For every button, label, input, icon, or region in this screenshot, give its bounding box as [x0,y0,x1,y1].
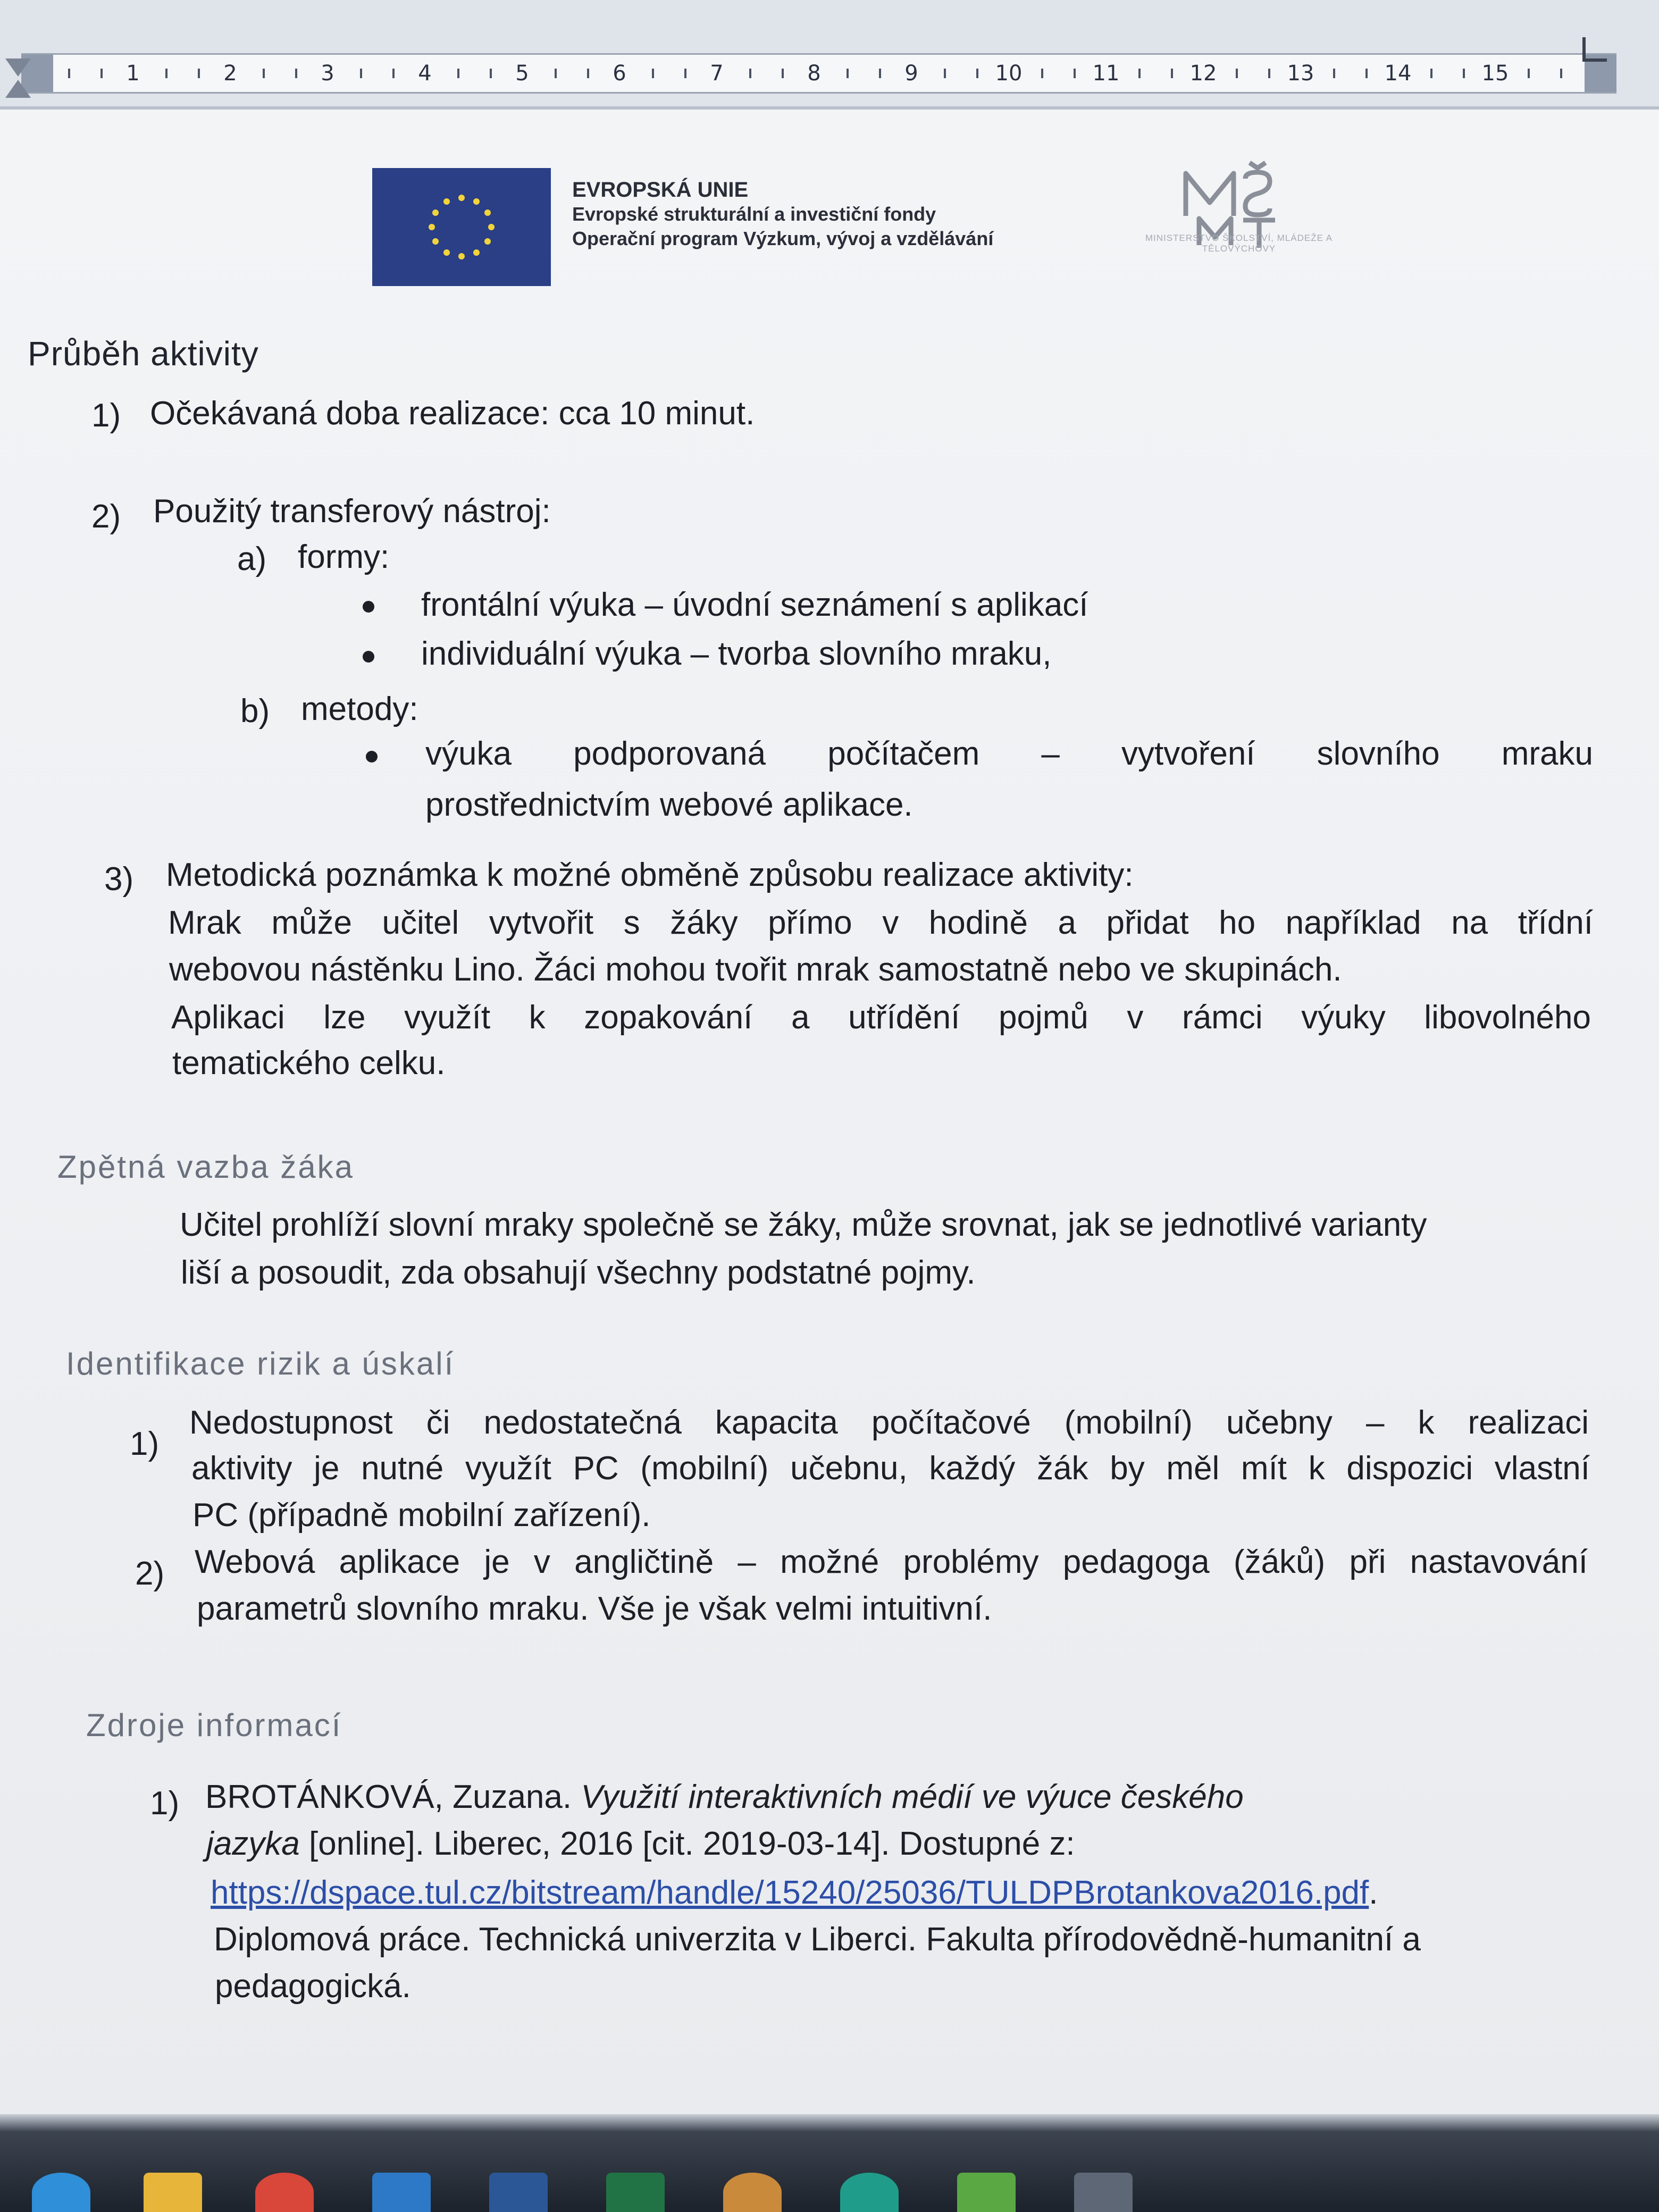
ruler-number: 10 [995,61,1023,86]
ruler-tick [1365,69,1368,78]
ruler-number: 2 [223,61,237,86]
ruler-tick [360,69,362,78]
bullet-text-continuation: prostřednictvím webové aplikace. [425,786,913,823]
paragraph-line: webovou nástěnku Lino. Žáci mohou tvořit mrak samostatně nebo ve skupinách. [169,951,1342,988]
editor-icon[interactable] [957,2173,1016,2212]
ruler-number: 14 [1384,61,1412,86]
ruler-tick [652,69,654,78]
ruler-number: 4 [418,61,432,86]
mail-icon[interactable] [372,2173,431,2212]
ruler-tick [587,69,589,78]
list-item-text: Nedostupnost či nedostatečná kapacita počítačové (mobilní) učebny – k realizaci [189,1404,1589,1441]
eu-program-name: Operační program Výzkum, vývoj a vzdělávání [572,228,994,249]
bullet [363,651,374,663]
file-explorer-icon[interactable] [144,2173,202,2212]
ruler-tick [555,69,557,78]
paragraph-line: Učitel prohlíží slovní mraky společně se žáky, může srovnat, jak se jednotlivé varianty [180,1206,1427,1243]
ruler-tick [1236,69,1238,78]
list-item-text: Webová aplikace je v angličtině – možné problémy pedagoga (žáků) při nastavování [195,1544,1588,1580]
eu-funds-text: Evropské strukturální a investiční fondy [572,203,936,225]
list-item-text: Použitý transferový nástroj: [153,493,551,530]
app-icon[interactable] [723,2173,782,2212]
sublist-text: formy: [298,539,390,575]
paragraph-line: Mrak může učitel vytvořit s žáky přímo v hodině a přidat ho například na třídní [168,904,1593,941]
ruler-tick [1463,69,1465,78]
ruler-number: 11 [1092,61,1120,86]
sublist-label: b) [240,693,270,730]
list-item-text: aktivity je nutné využít PC (mobilní) učebnu, každý žák by měl mít k dispozici vlastní [191,1450,1590,1487]
excel-icon[interactable] [606,2173,665,2212]
bullet-text: výuka podporovaná počítačem – vytvoření slovního mraku [425,735,1593,772]
ruler-number: 15 [1481,61,1509,86]
bullet-text: individuální výuka – tvorba slovního mraku, [421,635,1052,672]
ruler-tick [684,69,686,78]
eu-program-text [572,178,993,251]
ruler-tick [944,69,946,78]
chrome-icon[interactable] [255,2173,314,2212]
ruler-number: 3 [321,61,334,86]
reference-details: [online]. Liberec, 2016 [cit. 2019-03-14]. Dostupné z: [299,1825,1075,1862]
list-number: 1) [130,1426,160,1462]
ruler-tick [1171,69,1173,78]
paragraph-line: liší a posoudit, zda obsahují všechny podstatné pojmy. [181,1254,976,1291]
ruler-number: 12 [1189,61,1217,86]
reference-author: BROTÁNKOVÁ, Zuzana. [205,1779,581,1815]
reference-line: Diplomová práce. Technická univerzita v Liberci. Fakulta přírodovědně-humanitní a [214,1921,1421,1958]
ruler-tick [976,69,978,78]
list-item-text: Očekávaná doba realizace: cca 10 minut. [150,395,755,432]
list-item-text: Metodická poznámka k možné obměně způsobu realizace aktivity: [166,857,1134,893]
document-page[interactable] [0,110,1659,2114]
ruler-number: 6 [613,61,626,86]
reference-title: Využití interaktivních médií ve výuce českého [581,1779,1244,1815]
ruler-tick [1430,69,1432,78]
reference-title-cont: jazyka [206,1825,300,1862]
ruler-tick [392,69,395,78]
sublist-label: a) [237,541,267,577]
list-number: 3) [104,861,134,898]
word-icon[interactable] [489,2173,548,2212]
msmt-caption: MINISTERSTVO ŠKOLSTVÍ, MLÁDEŽE A TĚLOVÝCHOVY [1145,233,1333,254]
heading-prubeh-aktivity: Průběh aktivity [28,334,259,373]
ruler-number: 8 [807,61,821,86]
heading-zpetna-vazba: Zpětná vazba žáka [57,1149,354,1185]
ruler-tick [1528,69,1530,78]
list-number: 2) [91,498,121,535]
ruler-tick [457,69,459,78]
ruler-track[interactable] [21,53,1616,94]
heading-identifikace-rizik: Identifikace rizik a úskalí [66,1346,455,1381]
reference-line [206,1825,1075,1863]
first-line-indent-marker[interactable] [5,58,31,77]
ruler-number: 1 [126,61,140,86]
reference-link-end: . [1369,1874,1378,1911]
ruler-tick [1074,69,1076,78]
edge-icon[interactable] [32,2173,90,2212]
eu-title: EVROPSKÁ UNIE [572,178,749,202]
ruler-tick [1560,69,1562,78]
eu-flag-logo [372,168,551,286]
list-number: 2) [135,1555,165,1592]
horizontal-ruler[interactable] [0,0,1659,110]
bullet [366,751,378,763]
ruler-tick [295,69,297,78]
calculator-icon[interactable] [1074,2173,1133,2212]
msmt-logo [1106,152,1361,274]
list-item-text: PC (případně mobilní zařízení). [192,1497,651,1534]
bullet-text: frontální výuka – úvodní seznámení s aplikací [421,586,1088,623]
list-number: 1) [91,397,121,434]
bullet [363,601,374,613]
ruler-tick [1268,69,1270,78]
ruler-tick [263,69,265,78]
ruler-tick [1138,69,1141,78]
ruler-number: 7 [710,61,724,86]
paragraph-line: tematického celku. [172,1045,446,1082]
reference-link[interactable]: https://dspace.tul.cz/bitstream/handle/15240/25036/TULDPBrotankova2016.pdf [211,1874,1369,1911]
ruler-tick [749,69,751,78]
paragraph-line: Aplikaci lze využít k zopakování a utřídění pojmů v rámci výuky libovolného [171,999,1591,1036]
reference-line [205,1778,1244,1816]
sublist-text: metody: [301,691,418,727]
reference-line [211,1874,1378,1912]
edge-new-icon[interactable] [840,2173,899,2212]
list-number: 1) [150,1785,180,1822]
reference-line: pedagogická. [215,1968,411,2005]
ruler-number: 13 [1287,61,1314,86]
ruler-tick [879,69,881,78]
ruler-tick [782,69,784,78]
list-item-text: parametrů slovního mraku. Vše je však velmi intuitivní. [197,1590,992,1627]
ruler-tick [100,69,103,78]
tab-stop-marker[interactable] [1582,37,1607,62]
taskbar [0,2114,1659,2212]
ruler-tick [198,69,200,78]
ruler-number: 5 [515,61,529,86]
ruler-tick [68,69,70,78]
ruler-tick [847,69,849,78]
ruler-number: 9 [904,61,918,86]
ruler-tick [165,69,167,78]
heading-zdroje-informaci: Zdroje informací [86,1707,342,1743]
ruler-tick [490,69,492,78]
hanging-indent-marker[interactable] [5,80,31,98]
ruler-tick [1041,69,1043,78]
ruler-tick [1333,69,1335,78]
